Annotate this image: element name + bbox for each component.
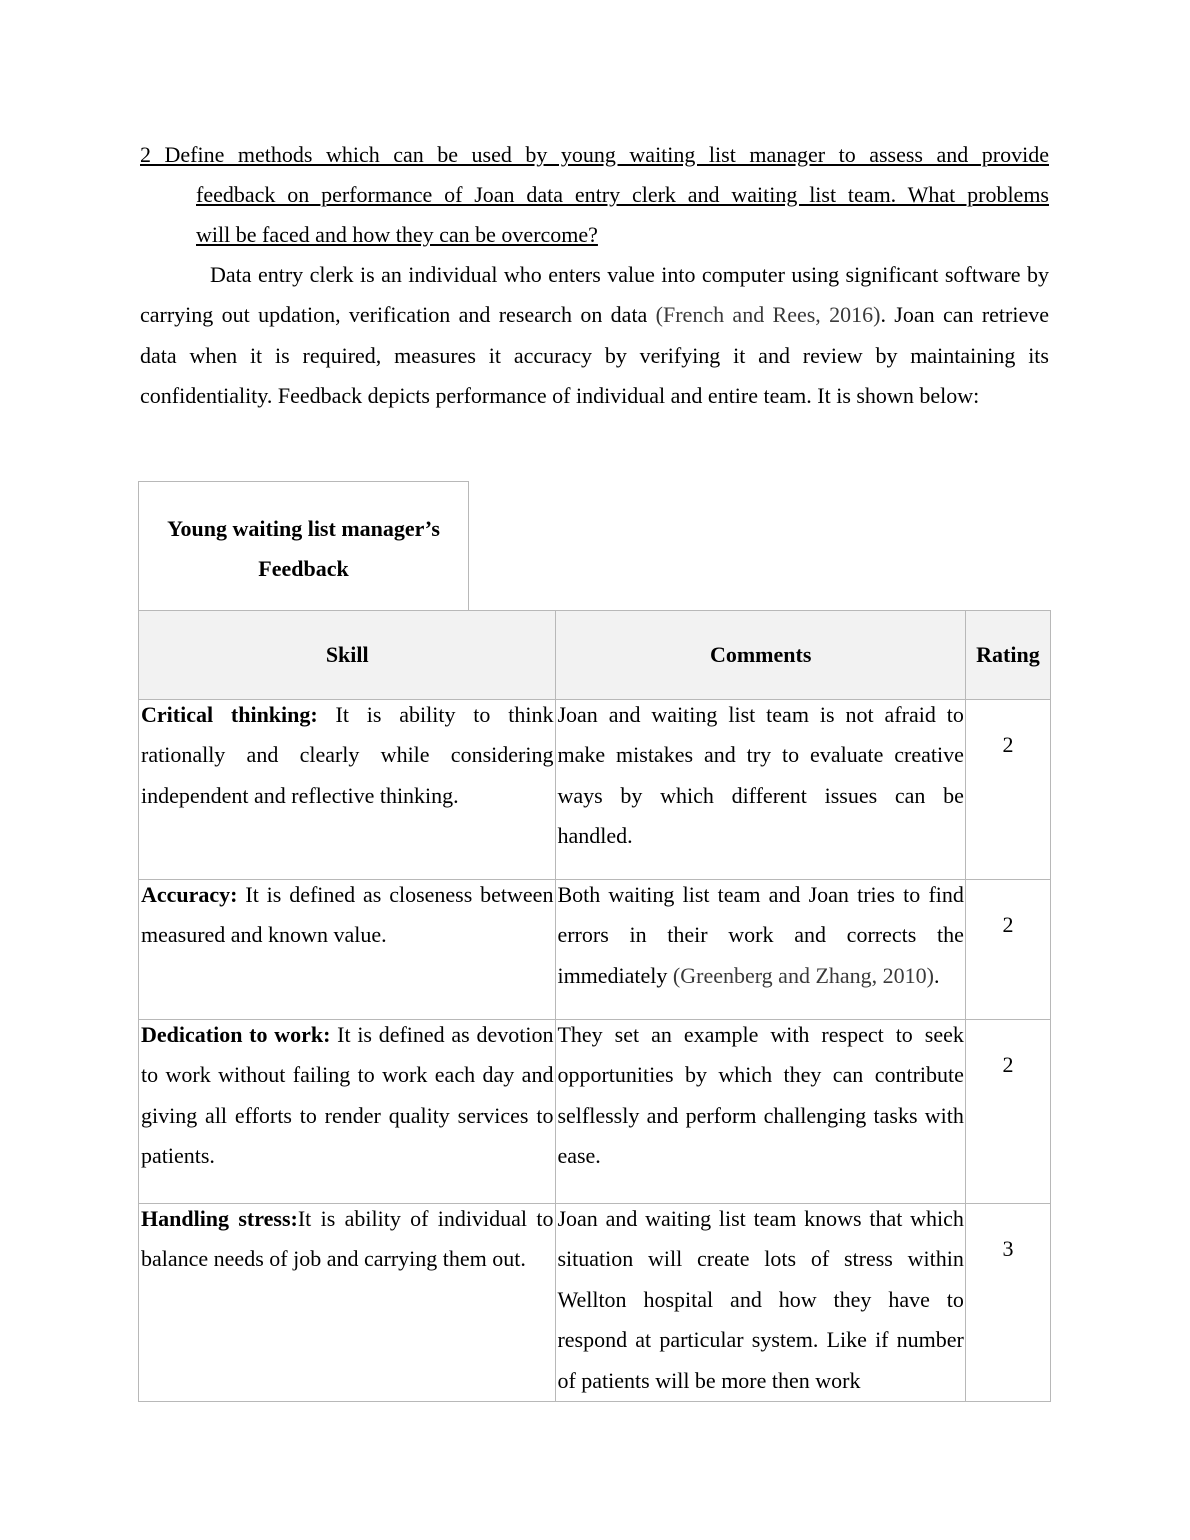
skill-cell bbox=[139, 700, 556, 880]
intro-paragraph bbox=[140, 255, 1049, 417]
comment-text: Joan and waiting list team is not afraid to make mistakes and try to evaluate creative ways by which different issues can be handled. bbox=[557, 702, 964, 849]
feedback-title-line-1: Young waiting list manager’s bbox=[167, 516, 440, 541]
table-header-row bbox=[139, 611, 1051, 700]
rating-value: 2 bbox=[1002, 1052, 1014, 1077]
header-rating: Rating bbox=[965, 611, 1050, 700]
feedback-title-box bbox=[138, 481, 469, 610]
comment-text: They set an example with respect to seek opportunities by which they can contribute selflessly and perform challenging tasks with ease. bbox=[557, 1022, 964, 1169]
rating-cell bbox=[965, 1020, 1050, 1204]
skill-term: Handling stress: bbox=[141, 1206, 298, 1231]
question-line-1: 2 Define methods which can be used by young waiting list manager to assess and provide bbox=[140, 142, 1049, 167]
rating-cell bbox=[965, 880, 1050, 1020]
question-heading bbox=[140, 135, 1049, 255]
skill-definition: It is defined as closeness between measured and known value. bbox=[141, 882, 554, 948]
intro-text-a: Data entry clerk is an individual who enters value into computer using significant software by carrying out updation, verification and research on data bbox=[140, 262, 1049, 328]
table-row bbox=[139, 1204, 1051, 1402]
comment-text: Joan and waiting list team knows that which situation will create lots of stress within Wellton hospital and how they have to respond at particular system. Like if number of patients will be more then work bbox=[557, 1206, 964, 1393]
question-line-2: feedback on performance of Joan data entry clerk and waiting list team. What problems bbox=[196, 182, 1049, 207]
comment-text: Both waiting list team and Joan tries to find errors in their work and corrects the immediately bbox=[557, 882, 964, 988]
rating-value: 3 bbox=[1002, 1236, 1014, 1261]
rating-cell bbox=[965, 1204, 1050, 1402]
feedback-title-line-2: Feedback bbox=[258, 556, 349, 581]
header-skill: Skill bbox=[139, 611, 556, 700]
rating-value: 2 bbox=[1002, 732, 1014, 757]
question-line-3: will be faced and how they can be overcome? bbox=[196, 222, 598, 247]
skill-definition: It is defined as devotion to work without failing to work each day and giving all efforts to render quality services to patients. bbox=[141, 1022, 554, 1169]
table-row bbox=[139, 1020, 1051, 1204]
intro-citation: (French and Rees, 2016) bbox=[655, 302, 881, 328]
table-row bbox=[139, 700, 1051, 880]
feedback-table bbox=[138, 610, 1051, 1402]
skill-cell bbox=[139, 1204, 556, 1402]
comment-cell bbox=[556, 700, 965, 880]
skill-cell bbox=[139, 1020, 556, 1204]
skill-term: Dedication to work: bbox=[141, 1022, 331, 1047]
comment-citation: (Greenberg and Zhang, 2010) bbox=[672, 962, 934, 988]
skill-term: Accuracy: bbox=[141, 882, 238, 907]
intro-text-b: . Joan can retrieve data when it is required, measures it accuracy by verifying it and review by maintaining its confidentiality. Feedback depicts performance of individual and entire team. It is shown below: bbox=[140, 302, 1049, 409]
rating-value: 2 bbox=[1002, 912, 1014, 937]
rating-cell bbox=[965, 700, 1050, 880]
comment-cell bbox=[556, 1204, 965, 1402]
comment-end: . bbox=[933, 962, 940, 988]
skill-term: Critical thinking: bbox=[141, 702, 318, 727]
skill-definition: It is ability of individual to balance needs of job and carrying them out. bbox=[141, 1206, 554, 1272]
comment-cell bbox=[556, 880, 965, 1020]
skill-definition: It is ability to think rationally and clearly while considering independent and reflective thinking. bbox=[141, 702, 554, 808]
header-comments: Comments bbox=[556, 611, 965, 700]
skill-cell bbox=[139, 880, 556, 1020]
comment-cell bbox=[556, 1020, 965, 1204]
table-row bbox=[139, 880, 1051, 1020]
